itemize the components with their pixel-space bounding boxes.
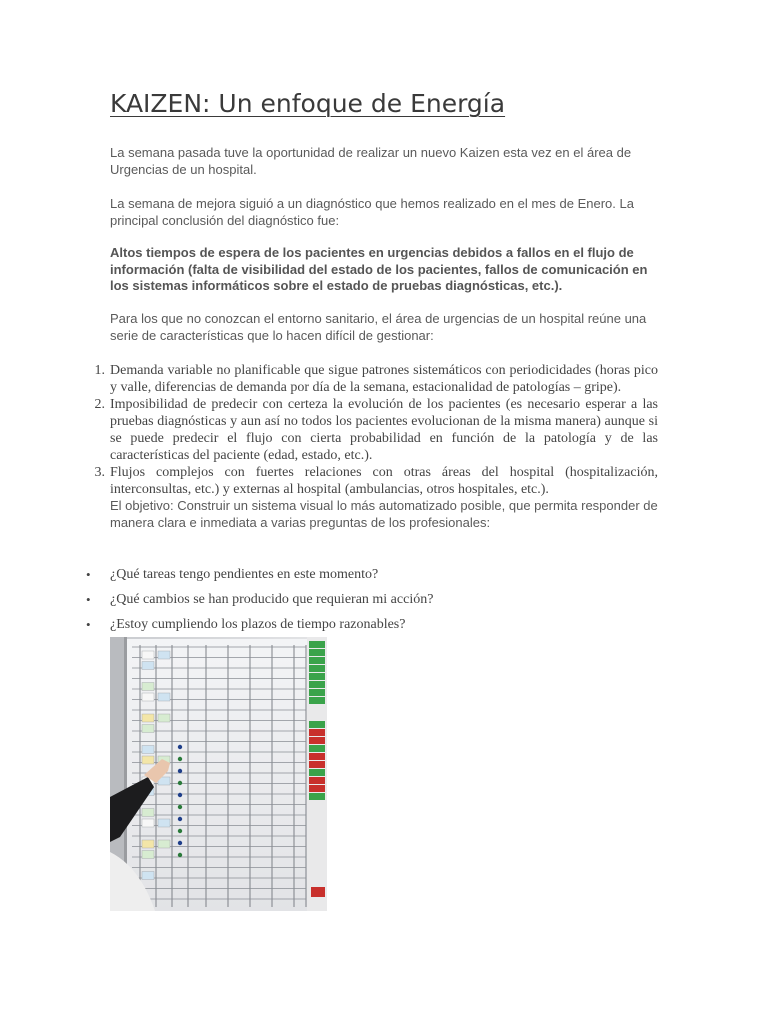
list-item xyxy=(86,566,658,591)
context-paragraph: Para los que no conozcan el entorno sanitario, el área de urgencias de un hospital reúne una serie de características que lo hacen difícil de gestionar: xyxy=(110,311,647,343)
whiteboard-illustration xyxy=(110,637,327,911)
characteristics-list xyxy=(94,362,658,531)
list-number: 3. xyxy=(94,465,105,480)
list-number: 2. xyxy=(94,397,105,412)
conclusion-paragraph: Altos tiempos de espera de los pacientes en urgencias debidos a fallos en el flujo de información (falta de visibilidad del estado de los pacientes, fallos de comunicación en los sistemas informáticos sobre el estado de pruebas diagnósticas, etc.). xyxy=(110,245,648,293)
document-title: KAIZEN: Un enfoque de Energía xyxy=(110,89,506,118)
diagnosis-paragraph: La semana de mejora siguió a un diagnóstico que hemos realizado en el mes de Enero. La principal conclusión del diagnóstico fue: xyxy=(110,196,634,228)
bullet-icon: • xyxy=(86,592,91,607)
whiteboard-photo xyxy=(110,637,327,911)
bullet-icon: • xyxy=(86,567,91,582)
list-item xyxy=(86,591,658,616)
intro-paragraph: La semana pasada tuve la oportunidad de realizar un nuevo Kaizen esta vez en el área de Urgencias de un hospital. xyxy=(110,145,632,177)
question-text: ¿Qué tareas tengo pendientes en este momento? xyxy=(110,567,379,582)
list-item xyxy=(94,464,658,531)
list-item xyxy=(94,396,658,464)
list-item xyxy=(94,362,658,396)
questions-list xyxy=(86,566,658,641)
list-item-text: Imposibilidad de predecir con certeza la evolución de los pacientes (es necesario esperar a las pruebas diagnósticas y aun así no todos los pacientes evolucionan de la misma manera) aunque si se puede predecir el flujo con cierta probabilidad en función de la patología y de las características del paciente (edad, estado, etc.). xyxy=(110,397,658,463)
question-text: ¿Estoy cumpliendo los plazos de tiempo razonables? xyxy=(110,617,406,632)
bullet-icon: • xyxy=(86,617,91,632)
objective-paragraph: El objetivo: Construir un sistema visual lo más automatizado posible, que permita responder de manera clara e inmediata a varias preguntas de los profesionales: xyxy=(110,498,658,530)
list-item-text: Demanda variable no planificable que sigue patrones sistemáticos con periodicidades (horas pico y valle, diferencias de demanda por día de la semana, estacionalidad de patologías – gripe). xyxy=(110,363,658,395)
question-text: ¿Qué cambios se han producido que requieran mi acción? xyxy=(110,592,434,607)
list-item-text: Flujos complejos con fuertes relaciones con otras áreas del hospital (hospitalización, interconsultas, etc.) y externas al hospital (ambulancias, otros hospitales, etc.). xyxy=(110,465,658,497)
list-number: 1. xyxy=(94,363,105,378)
